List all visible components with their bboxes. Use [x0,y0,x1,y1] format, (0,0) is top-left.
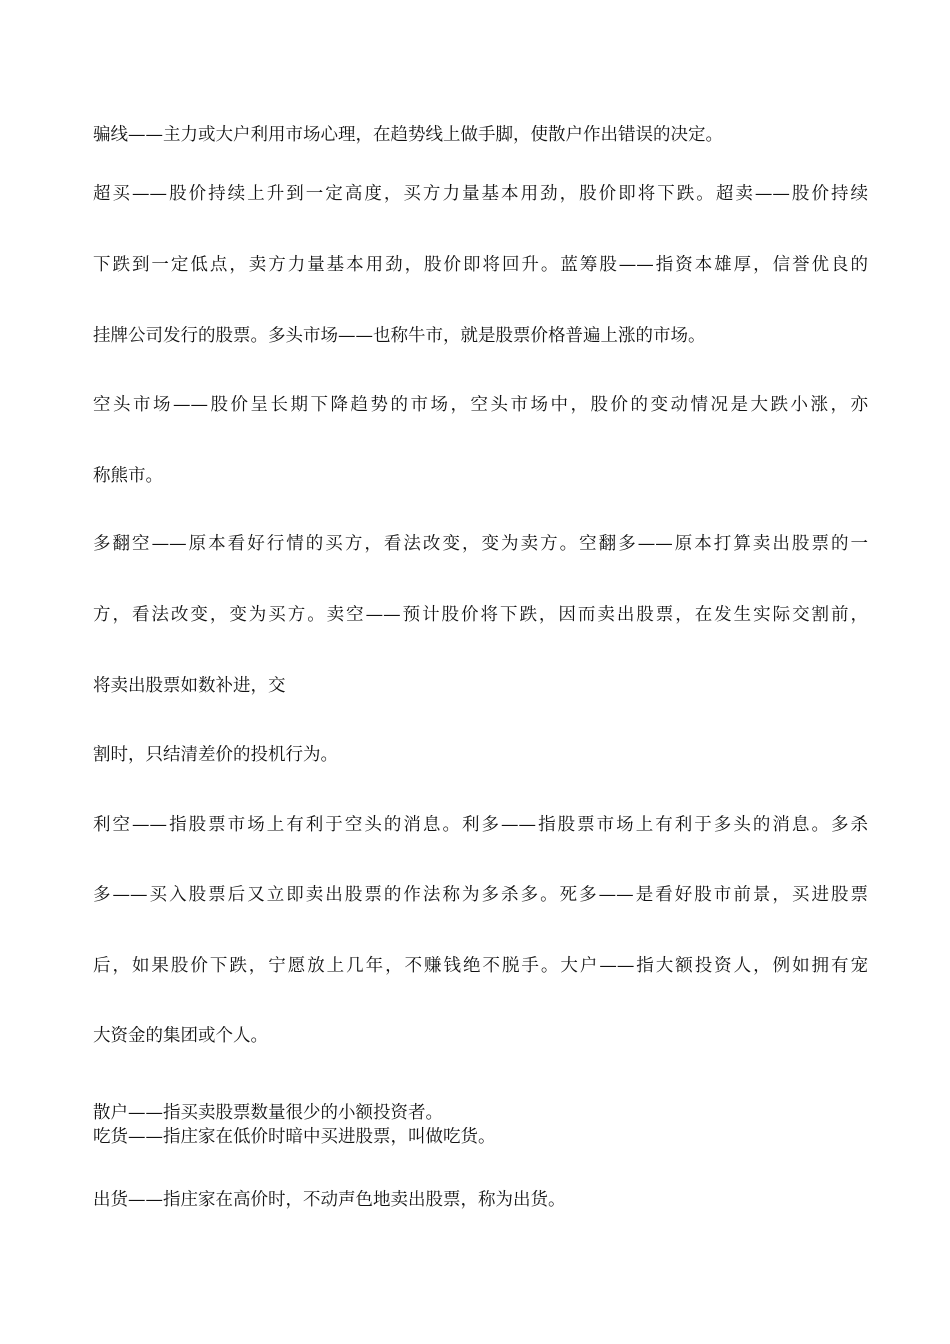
text-line-16: 吃货——指庄家在低价时暗中买进股票，叫做吃货。 [93,1127,496,1147]
text-line-2: 超买——股价持续上升到一定高度，买方力量基本用劲，股价即将下跌。超卖——股价持续 [93,184,868,204]
text-line-8: 方，看法改变，变为买方。卖空——预计股价将下跌，因而卖出股票，在发生实际交割前， [93,605,868,625]
text-line-6: 称熊市。 [93,466,163,486]
text-line-4: 挂牌公司发行的股票。多头市场——也称牛市，就是股票价格普遍上涨的市场。 [93,326,706,346]
text-line-12: 多——买入股票后又立即卖出股票的作法称为多杀多。死多——是看好股市前景，买进股票 [93,885,868,905]
text-line-15: 散户——指买卖股票数量很少的小额投资者。 [93,1103,443,1123]
text-line-5: 空头市场——股价呈长期下降趋势的市场，空头市场中，股价的变动情况是大跌小涨，亦 [93,395,868,415]
text-line-1: 骗线——主力或大户利用市场心理，在趋势线上做手脚，使散户作出错误的决定。 [93,125,723,145]
text-line-17: 出货——指庄家在高价时，不动声色地卖出股票，称为出货。 [93,1190,566,1210]
text-line-11: 利空——指股票市场上有利于空头的消息。利多——指股票市场上有利于多头的消息。多杀 [93,815,868,835]
text-line-14: 大资金的集团或个人。 [93,1026,268,1046]
text-line-3: 下跌到一定低点，卖方力量基本用劲，股价即将回升。蓝筹股——指资本雄厚，信誉优良的 [93,255,868,275]
text-line-9: 将卖出股票如数补进，交 [93,676,286,696]
text-line-10: 割时，只结清差价的投机行为。 [93,745,338,765]
text-line-7: 多翻空——原本看好行情的买方，看法改变，变为卖方。空翻多——原本打算卖出股票的一 [93,534,868,554]
text-line-13: 后，如果股价下跌，宁愿放上几年，不赚钱绝不脱手。大户——指大额投资人，例如拥有宠 [93,956,868,976]
